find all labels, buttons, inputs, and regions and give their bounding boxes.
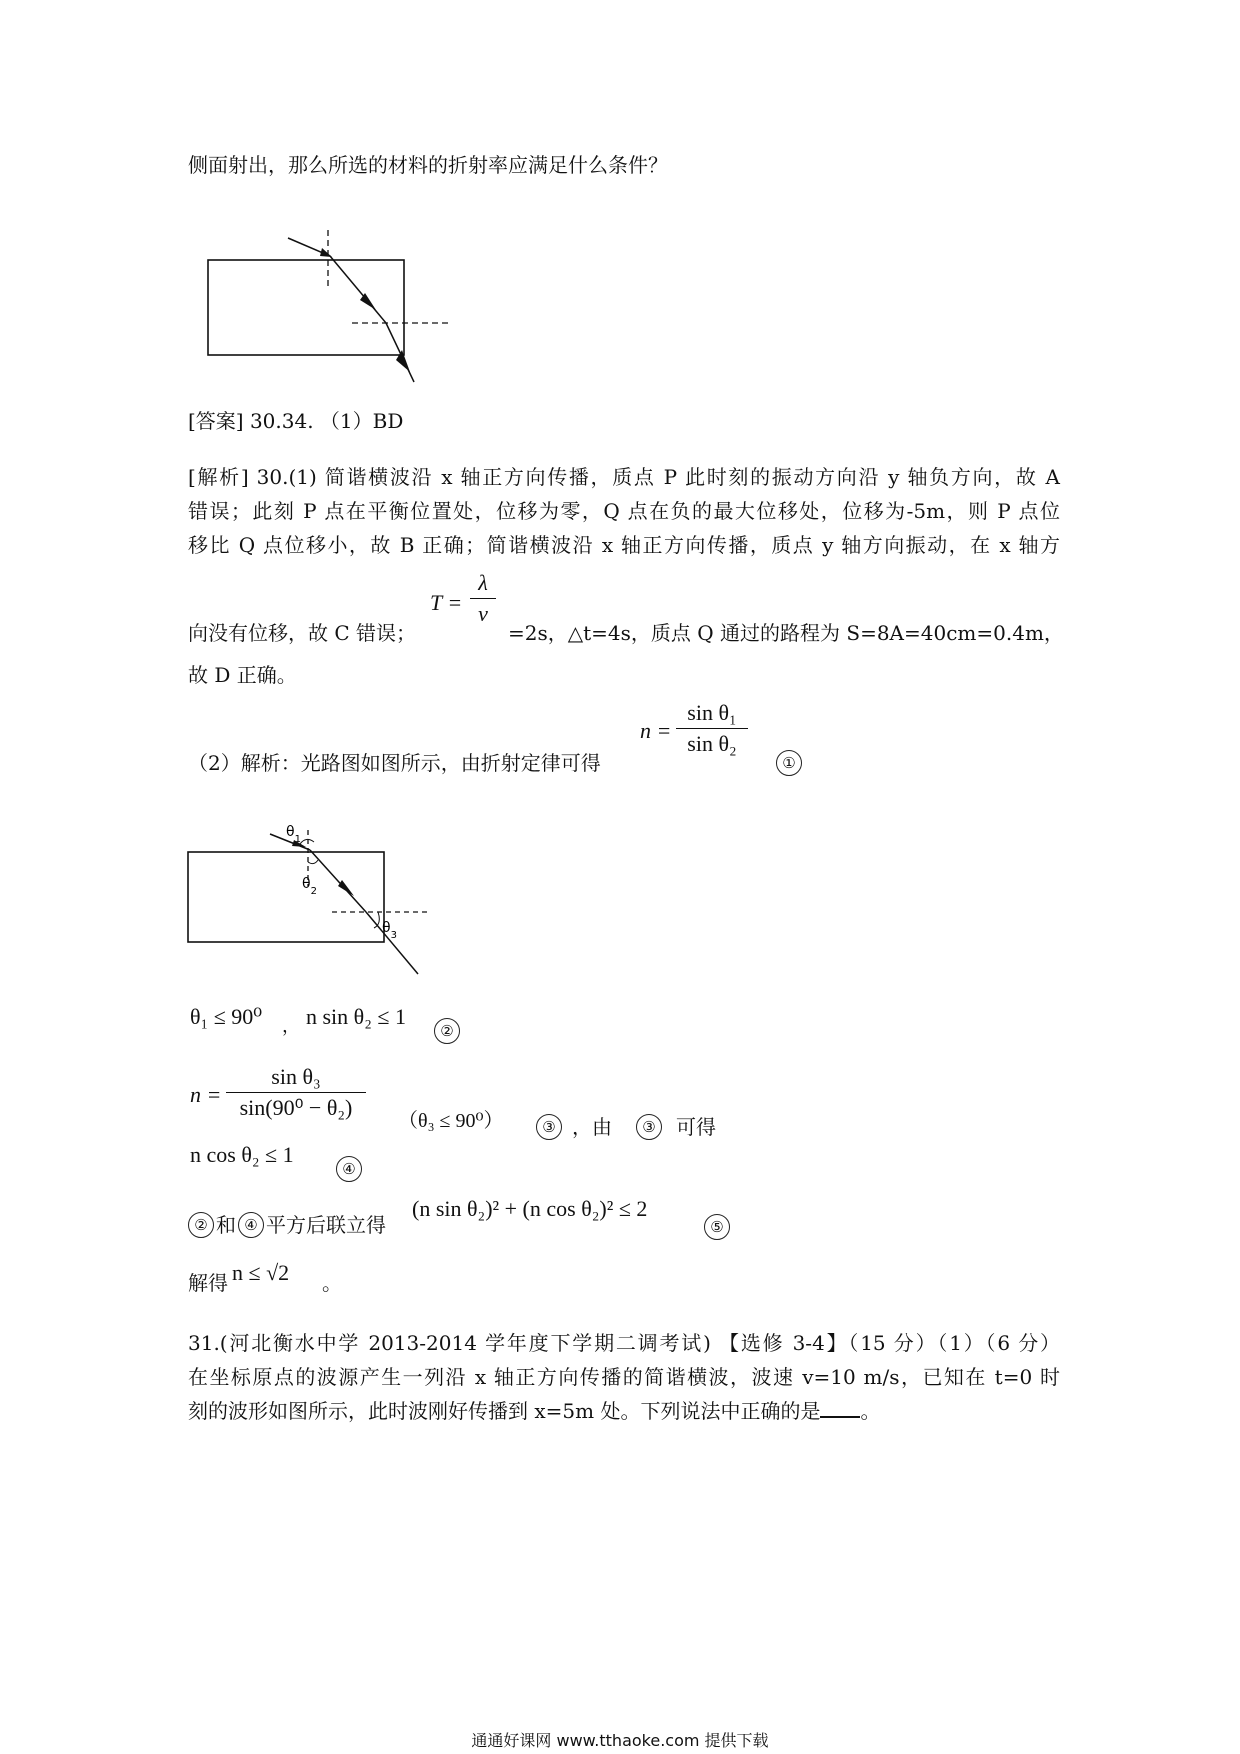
period-denominator: v (478, 601, 488, 626)
period-formula-lhs: T = (430, 590, 463, 615)
eq-marker-3-ref: ③ (636, 1114, 662, 1140)
eq3-get-text: 可得 (676, 1115, 716, 1139)
analysis-line-1: [解析] 30.(1) 简谐横波沿 x 轴正方向传播，质点 P 此时刻的振动方向沿 y 轴负方向，故 A (188, 465, 1060, 489)
combine-and: 和 (216, 1213, 236, 1237)
eq5: (n sin θ₂)² + (n cos θ₂)² ≤ 2 (412, 1196, 648, 1221)
eq3-by-text: ，由 (572, 1115, 612, 1139)
eq1-numerator: sin θ₁ (687, 700, 737, 725)
eq3-lhs: n = (190, 1082, 222, 1107)
theta1-label: $\theta_1$ (286, 824, 301, 845)
eq3-numerator: sin θ₃ (271, 1064, 321, 1089)
refraction-diagram-1 (200, 220, 460, 390)
refraction-diagram-2 (182, 800, 442, 980)
combine-marker-2: ② (188, 1212, 214, 1238)
page-footer: 通通好课网 www.tthaoke.com 提供下载 (471, 1731, 769, 1750)
part2-intro: （2）解析：光路图如图所示，由折射定律可得 (188, 751, 601, 775)
eq2-separator: ， (282, 1016, 300, 1036)
solve-period: 。 (322, 1271, 342, 1295)
q31-line-3-text: 刻的波形如图所示，此时波刚好传播到 x=5m 处。下列说法中正确的是 (188, 1399, 821, 1423)
q31-line-2: 在坐标原点的波源产生一列沿 x 轴正方向传播的简谐横波，波速 v=10 m/s，已知在 t=0 时 (188, 1365, 1060, 1389)
eq2-part-a: θ₁ ≤ 90⁰ (190, 1004, 263, 1029)
period-numerator: λ (478, 570, 488, 595)
eq1-lhs: n = (640, 718, 672, 743)
q31-line-3-end: 。 (860, 1399, 881, 1423)
eq6: n ≤ √2 (232, 1260, 290, 1285)
question-tail: 侧面射出，那么所选的材料的折射率应满足什么条件？ (188, 153, 668, 177)
analysis-line-3: 移比 Q 点位移小，故 B 正确；简谐横波沿 x 轴正方向传播，质点 y 轴方向振动，在 x 轴方 (188, 533, 1060, 557)
eq-marker-4: ④ (336, 1156, 362, 1182)
eq-marker-1: ① (776, 750, 802, 776)
analysis-line-4-post: =2s，△t=4s，质点 Q 通过的路程为 S=8A=40cm=0.4m， (508, 621, 1064, 645)
solve-text: 解得 (188, 1271, 228, 1295)
eq3-fraction (226, 1064, 366, 1121)
q31-line-1: 31.(河北衡水中学 2013-2014 学年度下学期二调考试) 【选修 3-4】（15 分）（1）（6 分） (188, 1331, 1060, 1355)
analysis-line-5: 故 D 正确。 (188, 663, 297, 687)
period-formula-fraction (470, 570, 496, 627)
eq4: n cos θ₂ ≤ 1 (190, 1142, 294, 1167)
combine-marker-4: ④ (238, 1212, 264, 1238)
theta2-label: $\theta_2$ (302, 876, 317, 897)
answer-line: [答案] 30.34. （1）BD (188, 409, 404, 433)
analysis-line-2: 错误；此刻 P 点在平衡位置处，位移为零，Q 点在负的最大位移处，位移为-5m，则 P 点位 (188, 499, 1060, 523)
analysis-line-4-pre: 向没有位移，故 C 错误； (188, 621, 417, 645)
eq2-part-b: n sin θ₂ ≤ 1 (306, 1004, 406, 1029)
eq3-condition: （θ₃ ≤ 90⁰） (398, 1110, 504, 1132)
theta3-label: $\theta_3$ (382, 920, 397, 941)
eq1-denominator: sin θ₂ (687, 731, 737, 756)
answer-blank (820, 1398, 860, 1418)
eq-marker-5: ⑤ (704, 1214, 730, 1240)
eq1-fraction (676, 700, 748, 757)
eq-marker-2: ② (434, 1018, 460, 1044)
q31-line-3 (188, 1396, 880, 1426)
combine-text: 平方后联立得 (266, 1213, 386, 1237)
eq3-denominator: sin(90⁰ − θ₂) (239, 1095, 353, 1120)
eq-marker-3: ③ (536, 1114, 562, 1140)
